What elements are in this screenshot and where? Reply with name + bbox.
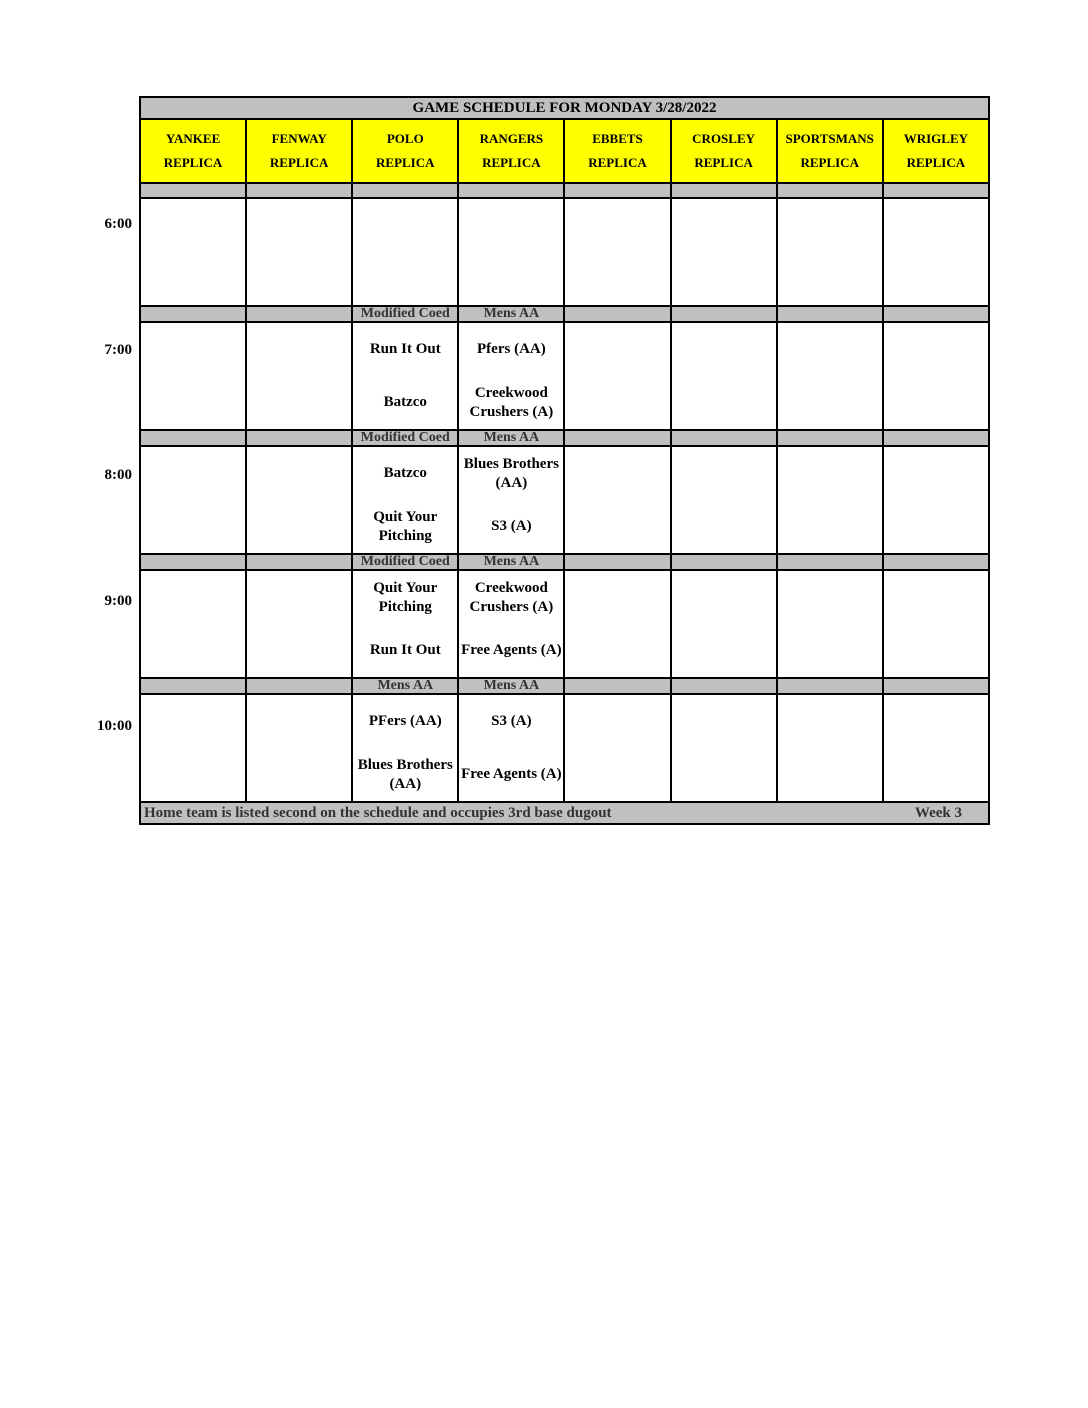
division-label (777, 678, 883, 694)
game-cell (140, 694, 246, 802)
game-cell (140, 446, 246, 554)
home-team: S3 (A) (491, 518, 532, 534)
home-team: Creekwood Crushers (A) (469, 384, 554, 420)
game-cell (777, 446, 883, 554)
field-header-fenway (246, 119, 352, 183)
division-label (671, 306, 777, 322)
game-cell (458, 694, 564, 802)
game-cell (246, 198, 352, 306)
home-team (778, 624, 882, 677)
division-label (246, 678, 352, 694)
field-name: YANKEE (165, 131, 221, 146)
division-label (140, 678, 246, 694)
away-team (141, 447, 245, 500)
home-team (778, 376, 882, 429)
away-team (565, 199, 669, 252)
division-label: Modified Coed (352, 430, 458, 446)
field-sub: REPLICA (163, 155, 223, 170)
field-name: POLO (386, 131, 424, 146)
home-team (247, 252, 351, 305)
division-label (564, 678, 670, 694)
division-label: Modified Coed (352, 306, 458, 322)
home-team (672, 500, 776, 553)
division-label (883, 306, 989, 322)
home-team (141, 500, 245, 553)
home-team (565, 500, 669, 553)
away-team: PFers (AA) (368, 713, 442, 729)
away-team (141, 199, 245, 252)
field-header-sportsmans (777, 119, 883, 183)
game-cell (352, 570, 458, 678)
away-team (672, 571, 776, 624)
away-team (565, 695, 669, 748)
home-team (565, 376, 669, 429)
schedule-table (139, 96, 990, 825)
division-label: Mens AA (458, 678, 564, 694)
time-label: 9:00 (104, 593, 132, 609)
game-cell (458, 198, 564, 306)
away-team (247, 571, 351, 624)
spacer-cell (140, 183, 246, 198)
field-header-rangers (458, 119, 564, 183)
home-team (459, 252, 563, 305)
schedule-title: GAME SCHEDULE FOR MONDAY 3/28/2022 (140, 97, 989, 119)
division-label (564, 554, 670, 570)
division-label (564, 306, 670, 322)
home-team: Run It Out (369, 642, 441, 658)
away-team (778, 323, 882, 376)
time-label: 6:00 (104, 216, 132, 232)
away-team: Batzco (383, 465, 427, 481)
schedule-footer (140, 802, 989, 824)
away-team (778, 447, 882, 500)
away-team (141, 695, 245, 748)
home-team (565, 748, 669, 801)
away-team: Blues Brothers (AA) (463, 455, 559, 491)
game-cell (671, 322, 777, 430)
game-cell (883, 198, 989, 306)
game-cell (671, 198, 777, 306)
away-team: Creekwood Crushers (A) (469, 579, 554, 615)
week-label: Week 3 (914, 805, 962, 821)
division-label: Mens AA (458, 306, 564, 322)
away-team (565, 571, 669, 624)
field-sub: REPLICA (694, 155, 753, 170)
away-team (353, 199, 457, 252)
home-team (247, 376, 351, 429)
away-team: S3 (A) (491, 713, 532, 729)
spacer-cell (458, 183, 564, 198)
spacer-cell (352, 183, 458, 198)
field-sub: REPLICA (376, 155, 435, 170)
division-label (140, 430, 246, 446)
game-cell (671, 694, 777, 802)
away-team (565, 447, 669, 500)
game-cell (564, 198, 670, 306)
game-cell (140, 570, 246, 678)
home-team (141, 252, 245, 305)
game-cell (564, 446, 670, 554)
home-team (141, 376, 245, 429)
time-label: 8:00 (104, 467, 132, 483)
away-team (672, 199, 776, 252)
home-team (672, 748, 776, 801)
field-name: RANGERS (479, 131, 544, 146)
field-name: CROSLEY (692, 131, 756, 146)
spacer-cell (883, 183, 989, 198)
home-team (778, 252, 882, 305)
home-team (672, 376, 776, 429)
home-team (884, 624, 988, 677)
home-team (672, 252, 776, 305)
home-team (247, 500, 351, 553)
home-team (884, 252, 988, 305)
away-team (884, 695, 988, 748)
away-team (672, 323, 776, 376)
game-cell (883, 570, 989, 678)
home-team (565, 252, 669, 305)
away-team (247, 695, 351, 748)
away-team (778, 199, 882, 252)
division-label (246, 430, 352, 446)
home-team: Blues Brothers (AA) (357, 756, 453, 792)
game-cell (352, 446, 458, 554)
division-label (777, 554, 883, 570)
game-cell (458, 322, 564, 430)
game-cell (140, 322, 246, 430)
time-label: 7:00 (104, 342, 132, 358)
field-sub: REPLICA (482, 155, 541, 170)
game-cell (671, 446, 777, 554)
spacer-cell (564, 183, 670, 198)
away-team (884, 447, 988, 500)
game-cell (777, 694, 883, 802)
division-label (671, 678, 777, 694)
game-cell (777, 322, 883, 430)
home-team: Free Agents (A) (461, 766, 562, 782)
game-cell (564, 322, 670, 430)
home-team (778, 500, 882, 553)
division-label (564, 430, 670, 446)
division-label (671, 554, 777, 570)
away-team (778, 695, 882, 748)
away-team (672, 447, 776, 500)
division-label: Mens AA (352, 678, 458, 694)
away-team: Quit Your Pitching (373, 579, 438, 615)
field-name: WRIGLEY (903, 131, 969, 146)
division-label (246, 554, 352, 570)
home-team (353, 252, 457, 305)
field-sub: REPLICA (906, 155, 966, 170)
division-label (883, 554, 989, 570)
home-team (884, 376, 988, 429)
away-team (565, 323, 669, 376)
home-team (565, 624, 669, 677)
division-label (883, 430, 989, 446)
away-team (141, 323, 245, 376)
field-header-wrigley (883, 119, 989, 183)
game-cell (352, 198, 458, 306)
home-team (247, 748, 351, 801)
game-cell (246, 694, 352, 802)
field-header-polo (352, 119, 458, 183)
division-label (246, 306, 352, 322)
away-team (778, 571, 882, 624)
game-cell (140, 198, 246, 306)
away-team: Run It Out (369, 341, 441, 357)
home-team: Free Agents (A) (461, 642, 562, 658)
game-cell (564, 694, 670, 802)
division-label (883, 678, 989, 694)
division-label (140, 306, 246, 322)
field-name: EBBETS (592, 131, 643, 146)
home-team (141, 748, 245, 801)
time-label: 10:00 (97, 718, 132, 734)
division-label (671, 430, 777, 446)
home-team (247, 624, 351, 677)
away-team (247, 323, 351, 376)
away-team: Pfers (AA) (477, 341, 546, 357)
division-label (777, 430, 883, 446)
away-team (247, 199, 351, 252)
division-label: Mens AA (458, 430, 564, 446)
game-cell (883, 446, 989, 554)
home-team (672, 624, 776, 677)
home-team (778, 748, 882, 801)
spacer-cell (777, 183, 883, 198)
game-cell (352, 694, 458, 802)
field-header-crosley (671, 119, 777, 183)
field-name: FENWAY (271, 131, 327, 146)
game-cell (246, 446, 352, 554)
division-label (140, 554, 246, 570)
away-team (884, 199, 988, 252)
game-schedule (139, 96, 990, 832)
field-name: SPORTSMANS (785, 131, 874, 146)
field-header-ebbets (564, 119, 670, 183)
division-label (777, 306, 883, 322)
home-team (884, 500, 988, 553)
spacer-cell (246, 183, 352, 198)
game-cell (777, 198, 883, 306)
game-cell (458, 446, 564, 554)
home-team: Quit Your Pitching (373, 508, 438, 544)
field-sub: REPLICA (800, 155, 859, 170)
spacer-cell (671, 183, 777, 198)
field-header-yankee (140, 119, 246, 183)
field-sub: REPLICA (269, 155, 329, 170)
game-cell (458, 570, 564, 678)
game-cell (246, 570, 352, 678)
division-label: Mens AA (458, 554, 564, 570)
home-team (884, 748, 988, 801)
game-cell (246, 322, 352, 430)
away-team (672, 695, 776, 748)
game-cell (671, 570, 777, 678)
field-sub: REPLICA (588, 155, 647, 170)
home-team (141, 624, 245, 677)
away-team (141, 571, 245, 624)
away-team (884, 571, 988, 624)
away-team (247, 447, 351, 500)
away-team (459, 199, 563, 252)
game-cell (777, 570, 883, 678)
game-cell (883, 694, 989, 802)
division-label: Modified Coed (352, 554, 458, 570)
home-team-note: Home team is listed second on the schedule and occupies 3rd base dugout (144, 805, 612, 821)
game-cell (564, 570, 670, 678)
away-team (884, 323, 988, 376)
game-cell (352, 322, 458, 430)
game-cell (883, 322, 989, 430)
home-team: Batzco (383, 394, 427, 410)
